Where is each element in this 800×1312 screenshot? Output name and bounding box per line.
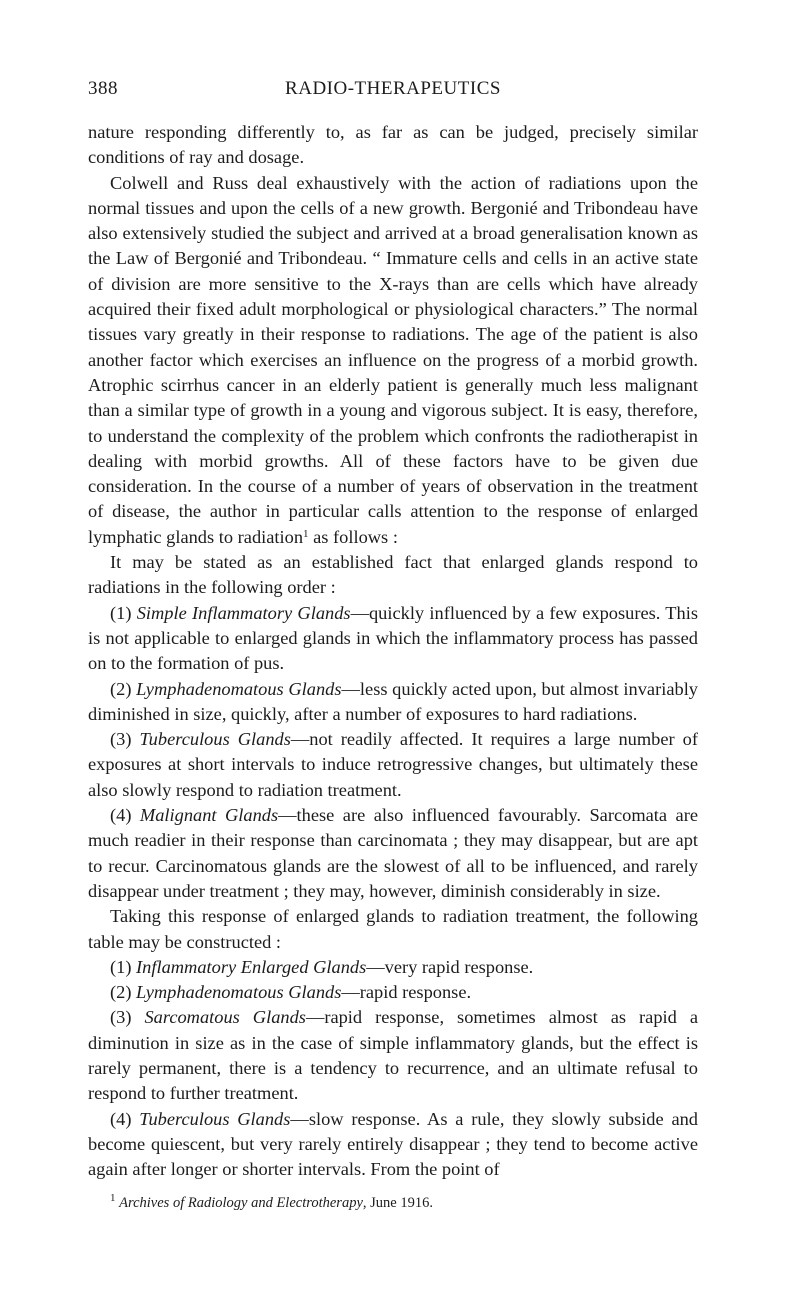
paragraph-text: nature responding differently to, as far as can be judged, precisely similar conditions of ray and dosage.	[88, 122, 698, 168]
list-text: —rapid response.	[341, 982, 472, 1003]
list-number: (1)	[110, 602, 137, 623]
footnote-marker: 1	[110, 1192, 116, 1204]
footnote-source: Archives of Radiology and Electrotherapy	[119, 1195, 363, 1211]
list-number: (4)	[110, 805, 140, 826]
list-heading: Tuberculous Glands	[139, 1108, 291, 1129]
list-heading: Simple Inflammatory Glands	[136, 602, 351, 623]
list-item	[88, 980, 698, 1005]
list-number: (1)	[110, 956, 137, 977]
paragraph-text: It may be stated as an established fact that enlarged glands respond to radiations in the following order :	[88, 552, 698, 598]
footnote-reference: 1	[303, 527, 309, 540]
list-heading: Malignant Glands	[139, 805, 279, 826]
paragraph	[88, 171, 698, 550]
list-text: —quickly influenced by a few exposures. This is not applicable to enlarged glands in which the inflammatory process has passed on to the formation of pus.	[88, 602, 698, 674]
paragraph	[88, 904, 698, 955]
list-item	[88, 955, 698, 980]
list-text: —not readily affected. It requires a large number of exposures at short intervals to induce retrogressive changes, but ultimately these also slowly respond to radiation treatment.	[88, 729, 698, 800]
list-number: (2)	[110, 678, 137, 699]
list-heading: Sarcomatous Glands	[144, 1007, 306, 1028]
list-item	[88, 727, 698, 803]
paragraph-text: as follows :	[308, 526, 398, 547]
list-heading: Lymphadenomatous Glands	[136, 982, 342, 1003]
list-item	[88, 1107, 698, 1183]
paragraph	[88, 550, 698, 601]
footnote	[88, 1194, 698, 1212]
list-number: (2)	[110, 982, 137, 1003]
page-header	[88, 78, 698, 100]
list-text: —less quickly acted upon, but almost invariably diminished in size, quickly, after a number of exposures to hard radiations.	[88, 678, 698, 724]
list-item	[88, 601, 698, 677]
list-heading: Lymphadenomatous Glands	[136, 678, 342, 699]
list-text: —these are also influenced favourably. Sarcomata are much readier in their response than carcinomata ; they may disappear, but are apt to recur. Carcinomatous glands are the slowest of all to be influenced, and rarely disappear under treatment ; they may, however, diminish considerably in size.	[88, 805, 698, 901]
list-heading: Tuberculous Glands	[139, 729, 291, 750]
list-item	[88, 677, 698, 728]
list-item	[88, 1005, 698, 1106]
list-number: (3)	[110, 729, 140, 750]
body-text	[88, 120, 698, 1182]
list-item	[88, 803, 698, 904]
paragraph-text: Taking this response of enlarged glands to radiation treatment, the following table may be constructed :	[88, 906, 698, 952]
list-number: (3)	[110, 1007, 145, 1028]
list-number: (4)	[110, 1108, 140, 1129]
paragraph	[88, 120, 698, 171]
list-heading: Inflammatory Enlarged Glands	[136, 956, 367, 977]
footnote-tail: , June 1916.	[362, 1195, 433, 1211]
list-text: —very rapid response.	[366, 956, 534, 977]
page-number: 388	[88, 78, 118, 99]
paragraph-text: Colwell and Russ deal exhaustively with the action of radiations upon the normal tissues and upon the cells of a new growth. Bergonié and Tribondeau have also extensively studied the subject and arrived at a broad generalisation known as the Law of Bergonié and Tribondeau. “ Immature cells and cells in an active state of division are more sensitive to the X-rays than are cells which have already acquired their fixed adult morphological or physiological characters.” The normal tissues vary greatly in their response to radiations. The age of the patient is also another factor which exercises an influence on the progress of a morbid growth. Atrophic scirrhus cancer in an elderly patient is generally much less malignant than a similar type of growth in a young and vigorous subject. It is easy, therefore, to understand the complexity of the problem which confronts the radiotherapist in dealing with morbid growths. All of these factors have to be given due consideration. In the course of a number of years of observation in the treatment of disease, the author in particular calls attention to the response of enlarged lymphatic glands to radiation	[88, 172, 698, 547]
list-text: —rapid response, sometimes almost as rapid a diminution in size as in the case of simple inflammatory glands, but the effect is rarely permanent, there is a tendency to recurrence, and an ultimate refusal to respond to further treatment.	[88, 1007, 698, 1104]
running-head: RADIO-THERAPEUTICS	[285, 78, 501, 99]
list-text: —slow response. As a rule, they slowly subside and become quiescent, but very rarely entirely disappear ; they tend to become active again after longer or shorter intervals. From the point of	[88, 1108, 698, 1180]
